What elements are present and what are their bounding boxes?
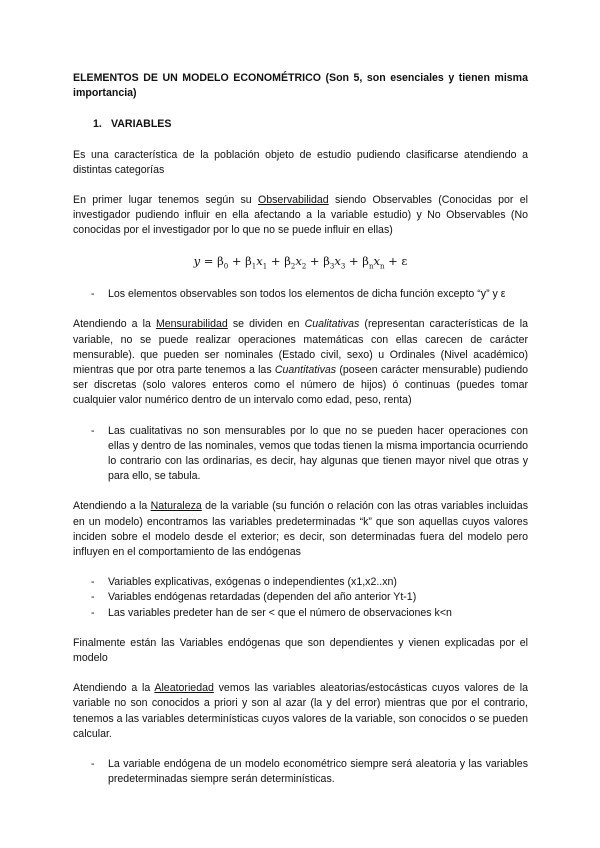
paragraph-definition: Es una característica de la población objeto de estudio pudiendo clasificarse atendiendo a distintas categorías: [73, 148, 528, 176]
eq-beta0: β: [217, 253, 224, 268]
term-cualitativas: Cualitativas: [304, 318, 360, 331]
text-run: (poseen carácter mensurable) pudiendo ser discretas (solo valores enteros como el número de hijos) ó continuas (puedes tomar cualquier valor numérico dentro de un intervalo como edad, peso, renta): [73, 363, 528, 407]
paragraph-aleatoriedad: [73, 681, 528, 742]
list-item: [73, 590, 528, 605]
text-run: vemos las variables aleatorias/estocásticas cuyos valores de la variable no son conocidos a priori y son al azar (la y del error) mientras que por el contrario, tenemos a las variables determinísticas cuyos valores de la variable, son conocidos o se pueden calcular.: [73, 682, 528, 740]
eq-equals: =: [200, 253, 218, 268]
list-item-text: Variables endógenas retardadas (dependen del año anterior Yt-1): [108, 591, 417, 604]
paragraph-mensurabilidad: [73, 317, 528, 408]
term-naturaleza: Naturaleza: [150, 500, 202, 513]
term-aleatoriedad: Aleatoriedad: [154, 682, 214, 695]
section-number: 1.: [93, 118, 102, 131]
bullet-list-aleatoria: [73, 757, 528, 787]
eq-betan: β: [362, 253, 369, 268]
list-item-text: Las variables predeter han de ser < que el número de observaciones k<n: [108, 606, 452, 619]
eq-plus: +: [306, 253, 324, 268]
eq-xn: x: [373, 253, 380, 268]
text-run: siendo Observables (Conocidas por el investigador pudiendo influir en ella afectando a la variable estudio) y No Observables (No conocidas por el investigador por lo que no se puede influir en ellas): [73, 194, 528, 237]
list-item-text: Variables explicativas, exógenas o independientes (x1,x2..xn): [108, 576, 397, 589]
eq-x2: x: [295, 253, 302, 268]
bullet-list-predeterminadas: [73, 575, 528, 621]
list-item: [73, 424, 528, 485]
text-run: Atendiendo a la: [73, 682, 155, 695]
eq-beta1: β: [245, 253, 252, 268]
text-run: En primer lugar tenemos según su: [73, 194, 258, 207]
eq-sub: n: [379, 261, 385, 270]
dash-marker: -: [91, 288, 95, 301]
list-item: [73, 606, 528, 621]
eq-sub: 3: [329, 261, 335, 270]
term-mensurabilidad: Mensurabilidad: [155, 318, 228, 331]
eq-plus: +: [228, 253, 246, 268]
term-cuantitativas: Cuantitativas: [274, 363, 337, 376]
text-run: se dividen en: [227, 318, 305, 331]
eq-y: y: [193, 253, 201, 268]
eq-sub: 2: [301, 261, 307, 270]
text-run: de la variable (su función o relación con las otras variables incluidas en un modelo) encontramos las variables predeterminadas “k” que son aquellas cuyos valores inciden sobre el modelo desde el exterior; es decir, son determinadas fuera del modelo pero influyen en el comportamiento de las endógenas: [73, 500, 528, 558]
dash-marker: -: [91, 591, 95, 604]
eq-sub: 1: [262, 261, 268, 270]
paragraph-observabilidad: [73, 193, 528, 239]
list-item-text: Los elementos observables son todos los elementos de dicha función excepto “y” y ε: [108, 288, 506, 301]
list-item-text: Las cualitativas no son mensurables por lo que no se pueden hacer operaciones con ellas y dentro de las nominales, vemos que todas tienen la misma importancia ocurriendo lo contrario con las ordinarias, es decir, hay algunas que tienen mayor nivel que otras y para ello, se tabula.: [108, 424, 528, 483]
dash-marker: -: [91, 576, 95, 589]
eq-beta2: β: [284, 253, 291, 268]
dash-marker: -: [91, 606, 95, 619]
eq-plus: +: [345, 253, 363, 268]
eq-x1: x: [256, 253, 263, 268]
paragraph-endogenas: Finalmente están las Variables endógenas que son dependientes y vienen explicadas por el modelo: [73, 636, 528, 664]
eq-sub: 3: [340, 261, 346, 270]
bullet-list-cualitativas: [73, 424, 528, 485]
eq-beta3: β: [323, 253, 330, 268]
text-run: Atendiendo a la: [73, 500, 151, 513]
document-title: ELEMENTOS DE UN MODELO ECONOMÉTRICO (Son 5, son esenciales y tienen misma importancia): [73, 72, 528, 100]
bullet-list-observables: [73, 287, 528, 302]
term-observabilidad: Observabilidad: [258, 194, 329, 207]
dash-marker: -: [91, 424, 95, 437]
eq-sub: 2: [290, 261, 296, 270]
paragraph-naturaleza: [73, 499, 528, 560]
list-item-text: La variable endógena de un modelo econométrico siempre será aleatoria y las variables predeterminadas siempre serán determinísticas.: [108, 758, 528, 786]
dash-marker: -: [91, 758, 95, 770]
eq-plus: +: [267, 253, 285, 268]
section-label: VARIABLES: [111, 118, 172, 131]
text-run: Atendiendo a la: [73, 318, 156, 331]
eq-x3: x: [334, 253, 341, 268]
eq-sub: 0: [223, 261, 229, 270]
eq-sub: 1: [251, 261, 257, 270]
eq-sub: n: [368, 261, 374, 270]
eq-epsilon: + ε: [384, 253, 408, 268]
list-item: [73, 757, 528, 787]
text-run: (representan características de la variable, no se puede realizar operaciones matemáticas con ellas carecen de carácter mensurable). que pueden ser nominales (Estado civil, sexo) u Ordinales (Nivel académico) mientras que por otra parte tenemos a las: [73, 318, 528, 376]
section-heading-variables: [93, 117, 528, 132]
list-item: [73, 287, 528, 302]
list-item: [73, 575, 528, 590]
regression-equation: [73, 254, 528, 275]
